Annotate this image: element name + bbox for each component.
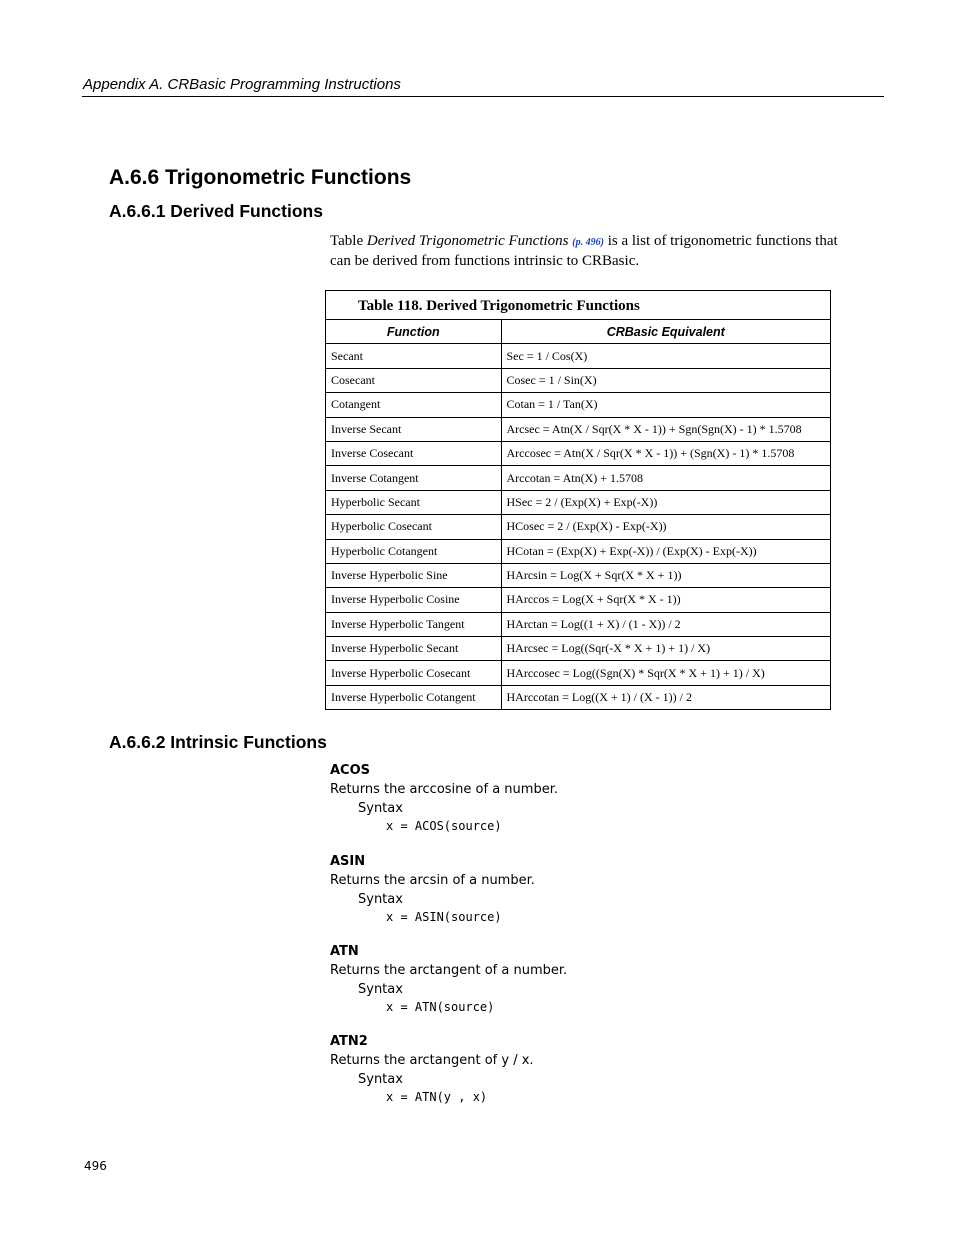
syntax-code: x = ATN(y , x): [386, 1090, 488, 1104]
function-description: Returns the arcsin of a number.: [330, 873, 535, 888]
syntax-label: Syntax: [358, 982, 403, 997]
crbasic-equivalent-cell: HCosec = 2 / (Exp(X) - Exp(-X)): [501, 515, 830, 539]
table-title: Table 118. Derived Trigonometric Functions: [326, 291, 830, 320]
syntax-code: x = ATN(source): [386, 1000, 495, 1014]
function-cell: Inverse Hyperbolic Cotangent: [326, 685, 501, 709]
table-row: [326, 612, 830, 636]
intro-text-after: is a list of trigonometric functions that can be derived from functions intrinsic to CRBasic.: [330, 233, 838, 269]
crbasic-equivalent-cell: Arcsec = Atn(X / Sqr(X * X - 1)) + Sgn(Sgn(X) - 1) * 1.5708: [501, 417, 830, 441]
function-name: ATN: [330, 944, 359, 959]
table-row: [326, 344, 830, 368]
crbasic-equivalent-cell: HArcsin = Log(X + Sqr(X * X + 1)): [501, 563, 830, 587]
function-cell: Inverse Cosecant: [326, 441, 501, 465]
column-header-function: Function: [326, 320, 501, 344]
crbasic-equivalent-cell: Cosec = 1 / Sin(X): [501, 368, 830, 392]
crbasic-equivalent-cell: HCotan = (Exp(X) + Exp(-X)) / (Exp(X) - Exp(-X)): [501, 539, 830, 563]
derived-functions-heading: A.6.6.1 Derived Functions: [109, 201, 323, 221]
table-row: [326, 588, 830, 612]
function-description: Returns the arctangent of y / x.: [330, 1053, 534, 1068]
section-title: A.6.6 Trigonometric Functions: [109, 166, 412, 189]
header-rule: [82, 96, 884, 97]
table-grid: [326, 320, 830, 709]
derived-intro-paragraph: [330, 232, 840, 270]
function-cell: Cotangent: [326, 393, 501, 417]
table-row: [326, 393, 830, 417]
function-cell: Hyperbolic Cosecant: [326, 515, 501, 539]
function-name: ASIN: [330, 854, 366, 869]
crbasic-equivalent-cell: HArccotan = Log((X + 1) / (X - 1)) / 2: [501, 685, 830, 709]
table-row: [326, 563, 830, 587]
function-cell: Inverse Hyperbolic Tangent: [326, 612, 501, 636]
syntax-code: x = ASIN(source): [386, 910, 502, 924]
crbasic-equivalent-cell: Cotan = 1 / Tan(X): [501, 393, 830, 417]
table-row: [326, 368, 830, 392]
crbasic-equivalent-cell: HSec = 2 / (Exp(X) + Exp(-X)): [501, 490, 830, 514]
table-row: [326, 539, 830, 563]
crbasic-equivalent-cell: Arccotan = Atn(X) + 1.5708: [501, 466, 830, 490]
table-row: [326, 685, 830, 709]
table-header-row: [326, 320, 830, 344]
running-header: Appendix A. CRBasic Programming Instructions: [83, 76, 401, 93]
crbasic-equivalent-cell: Arccosec = Atn(X / Sqr(X * X - 1)) + (Sgn(X) - 1) * 1.5708: [501, 441, 830, 465]
column-header-crbasic-equivalent: CRBasic Equivalent: [501, 320, 830, 344]
function-cell: Inverse Hyperbolic Sine: [326, 563, 501, 587]
function-cell: Inverse Secant: [326, 417, 501, 441]
crbasic-equivalent-cell: HArccosec = Log((Sgn(X) * Sqr(X * X + 1) + 1) / X): [501, 661, 830, 685]
function-cell: Hyperbolic Secant: [326, 490, 501, 514]
function-cell: Hyperbolic Cotangent: [326, 539, 501, 563]
syntax-code: x = ACOS(source): [386, 819, 502, 833]
syntax-label: Syntax: [358, 801, 403, 816]
page-reference-link[interactable]: (p. 496): [572, 237, 604, 248]
table-row: [326, 417, 830, 441]
function-cell: Inverse Hyperbolic Secant: [326, 637, 501, 661]
function-cell: Inverse Cotangent: [326, 466, 501, 490]
table-row: [326, 441, 830, 465]
table-row: [326, 490, 830, 514]
table-row: [326, 661, 830, 685]
function-name: ACOS: [330, 763, 371, 778]
function-cell: Inverse Hyperbolic Cosine: [326, 588, 501, 612]
syntax-label: Syntax: [358, 892, 403, 907]
function-description: Returns the arctangent of a number.: [330, 963, 568, 978]
syntax-label: Syntax: [358, 1072, 403, 1087]
crbasic-equivalent-cell: HArcsec = Log((Sqr(-X * X + 1) + 1) / X): [501, 637, 830, 661]
intro-text-before: Table: [330, 233, 367, 249]
intrinsic-functions-heading: A.6.6.2 Intrinsic Functions: [109, 732, 327, 752]
crbasic-equivalent-cell: HArctan = Log((1 + X) / (1 - X)) / 2: [501, 612, 830, 636]
table-row: [326, 515, 830, 539]
crbasic-equivalent-cell: Sec = 1 / Cos(X): [501, 344, 830, 368]
page-number: 496: [84, 1159, 107, 1173]
function-cell: Inverse Hyperbolic Cosecant: [326, 661, 501, 685]
table-row: [326, 466, 830, 490]
derived-functions-table: [325, 290, 831, 710]
function-description: Returns the arccosine of a number.: [330, 782, 558, 797]
crbasic-equivalent-cell: HArccos = Log(X + Sqr(X * X - 1)): [501, 588, 830, 612]
table-row: [326, 637, 830, 661]
function-cell: Secant: [326, 344, 501, 368]
function-name: ATN2: [330, 1034, 368, 1049]
function-cell: Cosecant: [326, 368, 501, 392]
intro-table-reference: Derived Trigonometric Functions: [366, 233, 569, 249]
